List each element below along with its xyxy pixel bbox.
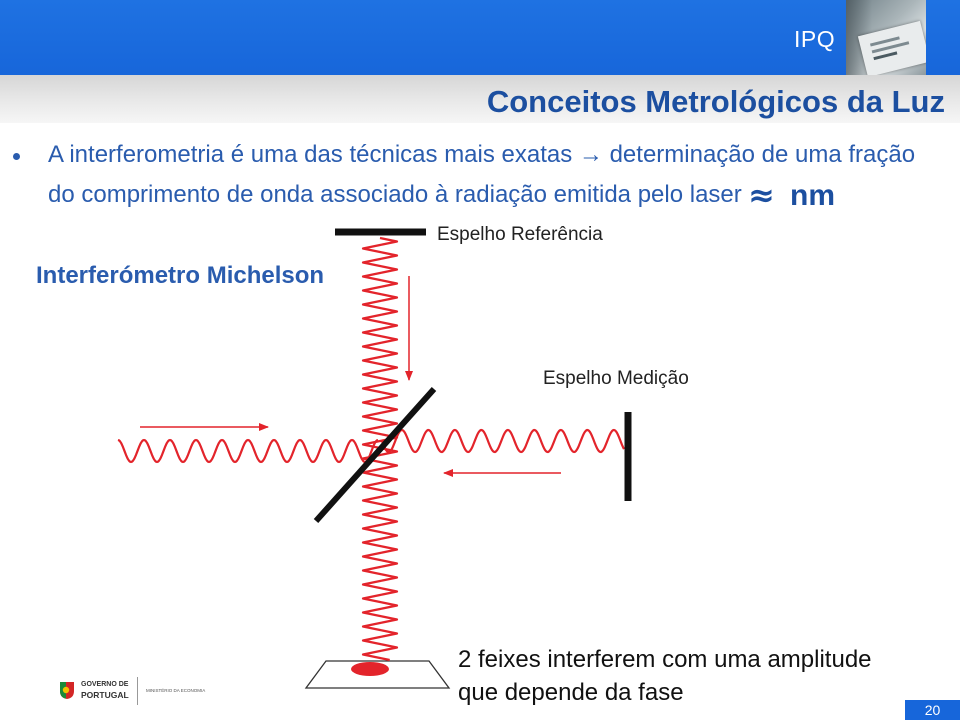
bullet-text-line-2: do comprimento de onda associado à radiação emitida pelo laser <box>48 181 742 208</box>
logo-separator <box>137 677 138 705</box>
diagram-heading: Interferómetro Michelson <box>36 262 325 289</box>
government-logo-line-1: GOVERNO DE <box>81 681 129 688</box>
emblem-sphere <box>63 687 69 693</box>
caption <box>458 643 872 709</box>
unit-nm: nm <box>790 179 835 212</box>
slide-title: Conceitos Metrológicos da Luz <box>486 84 945 119</box>
caption-line-2: que depende da fase <box>458 679 684 706</box>
page-number: 20 <box>905 700 960 720</box>
ministry-label: MINISTÉRIO DA ECONOMIA <box>146 688 206 693</box>
government-logo-line-2: PORTUGAL <box>81 690 129 700</box>
ipq-logo: IPQ <box>794 26 836 52</box>
government-emblem-icon <box>57 680 77 700</box>
caption-line-1: 2 feixes interferem com uma amplitude <box>458 646 872 673</box>
laser-aperture <box>351 662 389 676</box>
measurement-arm-beam <box>382 430 624 452</box>
reference-mirror-label: Espelho Referência <box>437 224 603 245</box>
incoming-beam-horizontal <box>118 440 378 462</box>
measurement-mirror-label: Espelho Medição <box>543 368 689 389</box>
approx-symbol: ≈ <box>748 176 775 214</box>
bullet-text-line-1: A interferometria é uma das técnicas mais exatas → determinação de uma fração <box>48 141 916 168</box>
